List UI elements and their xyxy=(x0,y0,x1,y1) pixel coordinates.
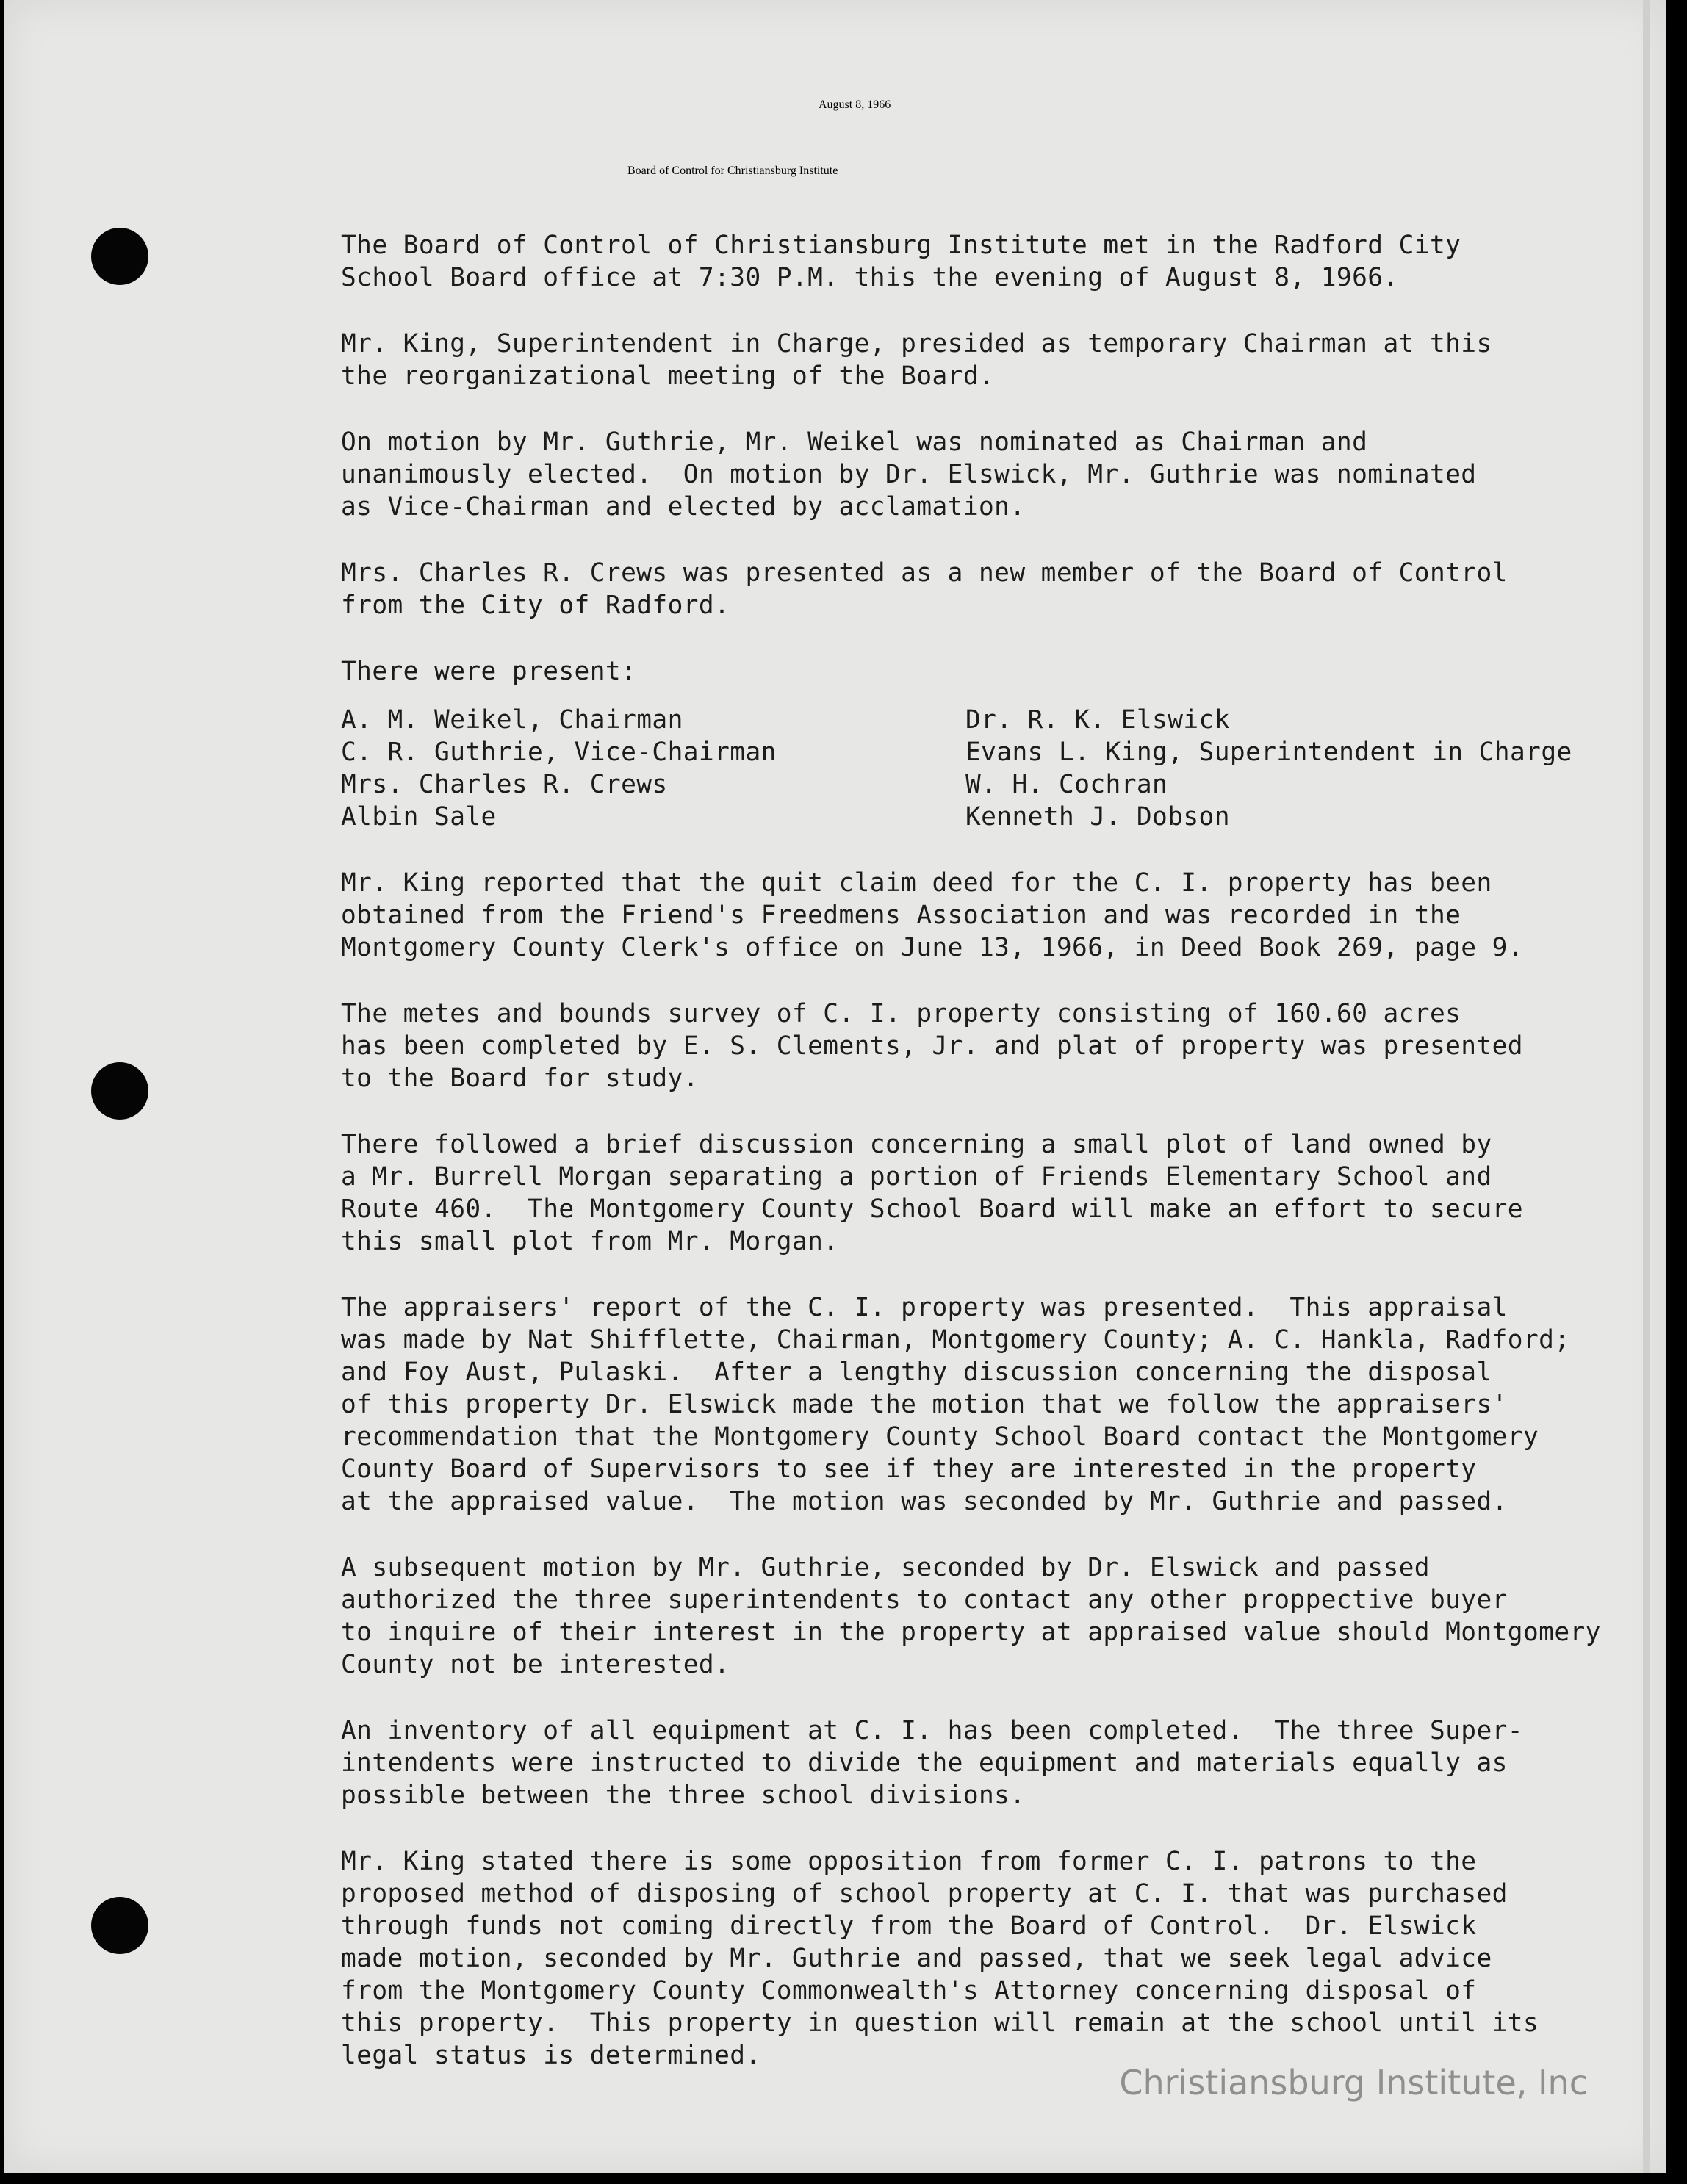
text-line: County not be interested. xyxy=(341,1650,730,1679)
text-line: Mr. King stated there is some opposition from former C. I. patrons to the xyxy=(341,1847,1477,1876)
paragraph-new-member xyxy=(341,557,1656,621)
present-label: There were present: xyxy=(341,657,637,686)
text-line: The appraisers' report of the C. I. property was presented. This appraisal xyxy=(341,1293,1508,1322)
text-line: recommendation that the Montgomery County School Board contact the Montgomery xyxy=(341,1422,1539,1452)
text-line: from the City of Radford. xyxy=(341,591,730,620)
text-line: this property. This property in question will remain at the school until its xyxy=(341,2008,1539,2038)
text-line: intendents were instructed to divide the equipment and materials equally as xyxy=(341,1748,1508,1778)
text-line: Mr. King reported that the quit claim deed for the C. I. property has been xyxy=(341,868,1492,898)
paragraph-buyers xyxy=(341,1551,1656,1681)
text-line: Mrs. Charles R. Crews was presented as a new member of the Board of Control xyxy=(341,558,1508,588)
text-line: An inventory of all equipment at C. I. has been completed. The three Super- xyxy=(341,1716,1523,1745)
text-line: The Board of Control of Christiansburg Institute met in the Radford City xyxy=(341,231,1461,260)
text-line: unanimously elected. On motion by Dr. Elswick, Mr. Guthrie was nominated xyxy=(341,460,1477,489)
text-line: The metes and bounds survey of C. I. property consisting of 160.60 acres xyxy=(341,999,1461,1028)
text-line: legal status is determined. xyxy=(341,2041,761,2070)
text-line: authorized the three superintendents to contact any other proppective buyer xyxy=(341,1585,1508,1615)
attendee: W. H. Cochran xyxy=(965,770,1168,799)
paragraph-deed xyxy=(341,867,1656,964)
text-line: obtained from the Friend's Freedmens Association and was recorded in the xyxy=(341,901,1461,930)
attendee: Albin Sale xyxy=(341,802,497,832)
punch-hole-bottom xyxy=(91,1897,148,1954)
text-line: a Mr. Burrell Morgan separating a portion of Friends Elementary School and xyxy=(341,1162,1492,1192)
text-line: There followed a brief discussion concerning a small plot of land owned by xyxy=(341,1130,1492,1159)
paragraph-plot xyxy=(341,1128,1656,1258)
attendee: Evans L. King, Superintendent in Charge xyxy=(965,738,1572,767)
punch-hole-top xyxy=(91,228,148,285)
text-line: as Vice-Chairman and elected by acclamation. xyxy=(341,492,1026,522)
text-line: A subsequent motion by Mr. Guthrie, seconded by Dr. Elswick and passed xyxy=(341,1553,1430,1582)
text-line: Route 460. The Montgomery County School Board will make an effort to secure xyxy=(341,1194,1523,1224)
text-line: made motion, seconded by Mr. Guthrie and passed, that we seek legal advice xyxy=(341,1944,1492,1973)
paragraph-appraisal xyxy=(341,1291,1656,1518)
paragraph-presiding xyxy=(341,328,1656,392)
text-line: was made by Nat Shifflette, Chairman, Montgomery County; A. C. Hankla, Radford; xyxy=(341,1325,1570,1355)
document-date: August 8, 1966 xyxy=(819,98,891,111)
text-line: through funds not coming directly from the Board of Control. Dr. Elswick xyxy=(341,1911,1477,1941)
text-line: Mr. King, Superintendent in Charge, presided as temporary Chairman at this xyxy=(341,329,1492,358)
text-line: County Board of Supervisors to see if they are interested in the property xyxy=(341,1455,1477,1484)
text-line: of this property Dr. Elswick made the motion that we follow the appraisers' xyxy=(341,1390,1508,1419)
attendee: Mrs. Charles R. Crews xyxy=(341,770,668,799)
watermark-text: Christiansburg Institute, Inc xyxy=(1119,2063,1588,2102)
punch-hole-middle xyxy=(91,1062,148,1120)
attendee: A. M. Weikel, Chairman xyxy=(341,705,683,735)
paragraph-inventory xyxy=(341,1715,1656,1812)
attendee: C. R. Guthrie, Vice-Chairman xyxy=(341,738,777,767)
attendee-column-left xyxy=(341,704,965,833)
text-line: at the appraised value. The motion was seconded by Mr. Guthrie and passed. xyxy=(341,1487,1508,1516)
text-line: has been completed by E. S. Clements, Jr. and plat of property was presented xyxy=(341,1031,1523,1061)
attendee-column-right xyxy=(965,704,1627,833)
attendee: Kenneth J. Dobson xyxy=(965,802,1230,832)
text-line: Montgomery County Clerk's office on June 13, 1966, in Deed Book 269, page 9. xyxy=(341,933,1523,962)
attendee: Dr. R. K. Elswick xyxy=(965,705,1230,735)
text-line: to the Board for study. xyxy=(341,1064,699,1093)
paragraph-survey xyxy=(341,998,1656,1095)
document-heading: Board of Control for Christiansburg Institute xyxy=(627,165,838,177)
text-line: proposed method of disposing of school property at C. I. that was purchased xyxy=(341,1879,1508,1909)
document-page xyxy=(4,0,1666,2173)
text-line: School Board office at 7:30 P.M. this the evening of August 8, 1966. xyxy=(341,263,1399,292)
text-line: On motion by Mr. Guthrie, Mr. Weikel was nominated as Chairman and xyxy=(341,428,1368,457)
text-line: this small plot from Mr. Morgan. xyxy=(341,1227,839,1256)
text-line: to inquire of their interest in the property at appraised value should Montgomery xyxy=(341,1618,1601,1647)
paragraph-opposition xyxy=(341,1845,1656,2072)
attendee-list xyxy=(341,704,1656,833)
paragraph-meeting xyxy=(341,229,1656,294)
text-line: and Foy Aust, Pulaski. After a lengthy discussion concerning the disposal xyxy=(341,1358,1492,1387)
text-line: possible between the three school divisions. xyxy=(341,1781,1026,1810)
text-line: the reorganizational meeting of the Board. xyxy=(341,361,995,391)
document-body xyxy=(341,229,1656,2105)
paragraph-elections xyxy=(341,426,1656,523)
text-line: from the Montgomery County Commonwealth's Attorney concerning disposal of xyxy=(341,1976,1477,2005)
